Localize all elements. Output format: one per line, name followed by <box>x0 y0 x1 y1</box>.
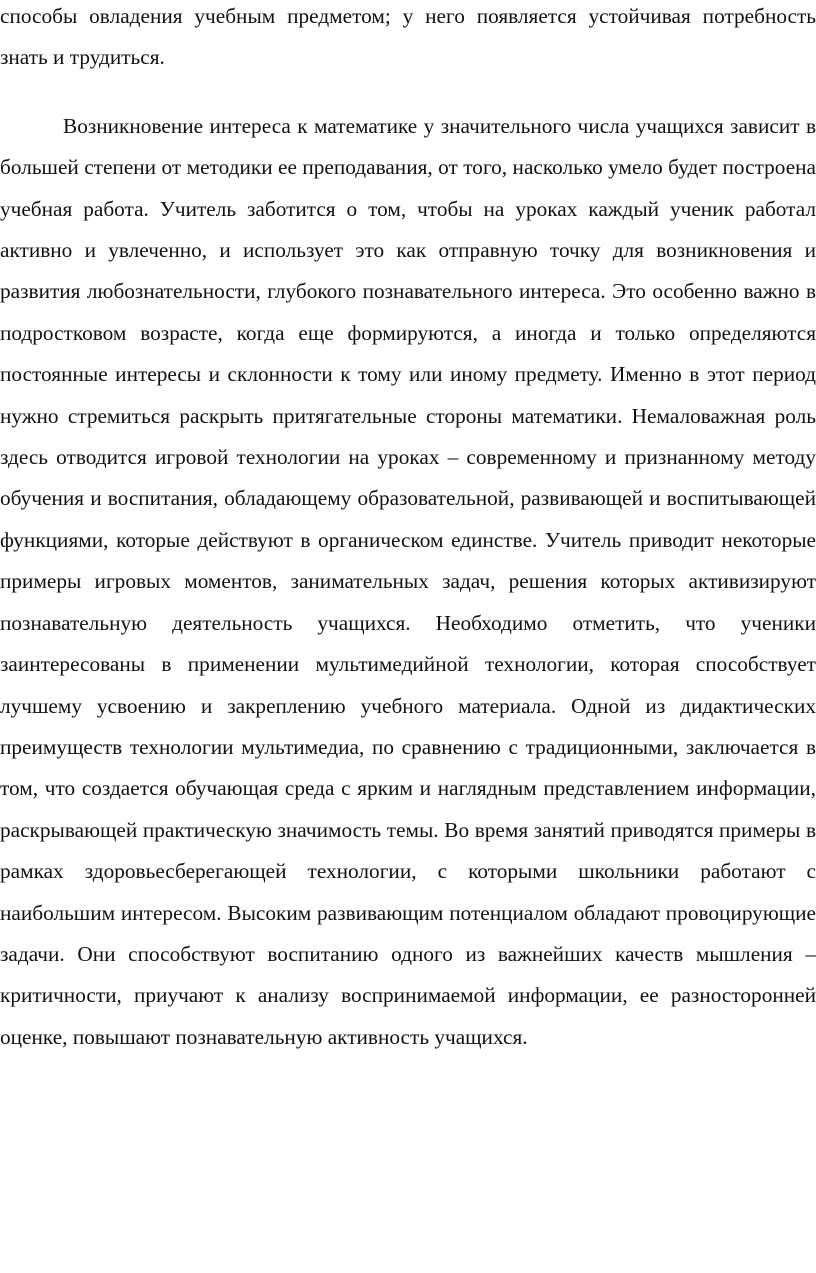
paragraph-main: Возникновение интереса к математике у значительного числа учащихся зависит в большей степени от методики ее преподавания, от того, насколько умело будет построена учебная работа. Учитель заботится о том, чтобы на уроках каждый ученик работал активно и увлеченно, и использует это как отправную точку для возникновения и развития любознательности, глубокого познавательного интереса. Это особенно важно в подростковом возрасте, когда еще формируются, а иногда и только определяются постоянные интересы и склонности к тому или иному предмету. Именно в этот период нужно стремиться раскрыть притягательные стороны математики. Немаловажная роль здесь отводится игровой технологии на уроках – современному и признанному методу обучения и воспитания, обладающему образовательной, развивающей и воспитывающей функциями, которые действуют в органическом единстве. Учитель приводит некоторые примеры игровых моментов, занимательных задач, решения которых активизируют познавательную деятельность учащихся. Необходимо отметить, что ученики заинтересованы в применении мультимедийной технологии, которая способствует лучшему усвоению и закреплению учебного материала. Одной из дидактических преимуществ технологии мультимедиа, по сравнению с традиционными, заключается в том, что создается обучающая среда с ярким и наглядным представлением информации, раскрывающей практическую значимость темы. Во время занятий приводятся примеры в рамках здоровьесберегающей технологии, с которыми школьники работают с наибольшим интересом. Высоким развивающим потенциалом обладают провоцирующие задачи. Они способствуют воспитанию одного из важнейших качеств мышления – критичности, приучают к анализу воспринимаемой информации, ее разносторонней оценке, повышают познавательную активность учащихся. <box>0 113 816 1049</box>
paragraph-continuation: способы овладения учебным предметом; у него появляется устойчивая потребность знать и трудиться. <box>0 4 816 70</box>
